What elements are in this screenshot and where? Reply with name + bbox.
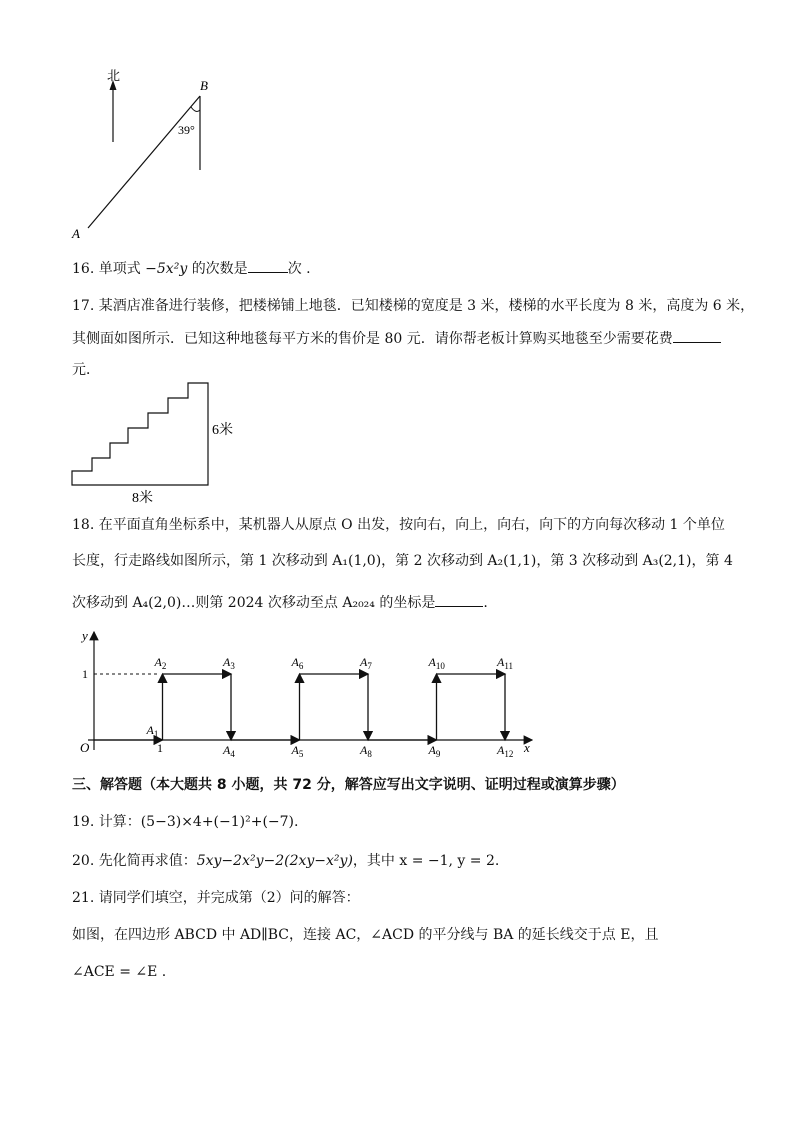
point-label-a9: $A_9$ <box>428 743 441 759</box>
point-label-a8: $A_8$ <box>360 743 372 759</box>
angle-label: 39° <box>178 123 195 137</box>
q20-text: 先化简再求值： <box>98 853 197 869</box>
q16-answer-blank[interactable] <box>248 258 288 273</box>
staircase-outline <box>72 383 208 485</box>
question-21-line-3 <box>72 962 166 982</box>
q18-number: 18. <box>72 517 95 533</box>
q18-line3-end: . <box>483 595 488 611</box>
q18-line2: 长度，行走路线如图所示，第 1 次移动到 A₁(1,0)，第 2 次移动到 A₂(1,1)，第 3 次移动到 A₃(2,1)，第 4 <box>72 553 733 569</box>
point-label-a3: $A_3$ <box>223 655 235 671</box>
label-b: B <box>200 78 208 93</box>
question-18-line-2 <box>72 551 733 571</box>
segment-ab <box>88 96 200 228</box>
question-17-line-3 <box>72 360 100 380</box>
question-19 <box>72 812 298 832</box>
q16-text-before: 单项式 <box>98 261 141 277</box>
question-17-line-1 <box>72 296 754 316</box>
question-21-line-1 <box>72 888 360 908</box>
q21-line2: 如图，在四边形 ABCD 中 AD∥BC，连接 AC，∠ACD 的平分线与 BA 的延长线交于点 E，且 <box>72 927 659 943</box>
q20-condition: ，其中 x = −1, y = 2 <box>352 853 495 869</box>
q19-end: . <box>294 814 299 830</box>
staircase-height-label: 6米 <box>212 423 233 438</box>
q20-number: 20. <box>72 853 95 869</box>
point-label-a10: $A_{10}$ <box>428 655 445 671</box>
q17-line1: 某酒店准备进行装修，把楼梯铺上地毯．已知楼梯的宽度是 3 米，楼梯的水平长度为 8 米，高度为 6 米， <box>98 298 755 314</box>
point-label-a2: $A_2$ <box>154 655 167 671</box>
q17-answer-blank[interactable] <box>673 328 721 343</box>
tick-x-1: 1 <box>157 741 163 755</box>
point-label-a4: $A_4$ <box>223 743 235 759</box>
q19-number: 19. <box>72 814 95 830</box>
q17-line3: 元． <box>72 362 100 378</box>
path-labels <box>146 655 514 759</box>
label-a: A <box>72 226 80 241</box>
q18-line3: 次移动到 A₄(2,0)…则第 2024 次移动至点 A₂₀₂₄ 的坐标是 <box>72 595 436 611</box>
point-label-a7: $A_7$ <box>360 655 372 671</box>
q16-expression: −5x²y <box>145 261 188 277</box>
tick-y-1: 1 <box>82 667 88 681</box>
section-3-heading: 三、解答题（本大题共 8 小题，共 72 分，解答应写出文字说明、证明过程或演算步骤） <box>72 777 625 793</box>
q21-line1: 请同学们填空，并完成第（2）问的解答： <box>98 890 360 906</box>
q19-expression: (5−3)×4+(−1)²+(−7) <box>140 814 295 830</box>
origin-label: O <box>80 740 90 755</box>
q16-text-after: 次 . <box>287 261 311 277</box>
q21-line3: ∠ACE = ∠E . <box>72 964 167 980</box>
q17-number: 17. <box>72 298 95 314</box>
point-label-a12: $A_{12}$ <box>497 743 514 759</box>
q20-end: . <box>494 853 500 869</box>
point-label-a1: $A_1$ <box>146 723 159 739</box>
point-label-a5: $A_5$ <box>291 743 304 759</box>
question-18-line-3 <box>72 592 488 613</box>
q18-line1: 在平面直角坐标系中，某机器人从原点 O 出发，按向右，向上，向右，向下的方向每次移动 1 个单位 <box>98 517 725 533</box>
question-20 <box>72 851 499 871</box>
q18-answer-blank[interactable] <box>435 592 483 607</box>
q16-number: 16. <box>72 261 95 277</box>
q19-text: 计算： <box>98 814 141 830</box>
x-axis-label: x <box>524 740 530 755</box>
question-17-line-2 <box>72 328 721 349</box>
question-21-line-2 <box>72 925 658 945</box>
point-label-a11: $A_{11}$ <box>497 655 514 671</box>
point-label-a6: $A_6$ <box>291 655 304 671</box>
y-axis-label: y <box>82 628 88 643</box>
q17-line2: 其侧面如图所示．已知这种地毯每平方米的售价是 80 元．请你帮老板计算购买地毯至少需要花费 <box>72 331 673 347</box>
q20-expression: 5xy−2x²y−2(2xy−x²y) <box>196 853 353 869</box>
question-18-line-1 <box>72 515 725 535</box>
staircase-width-label: 8米 <box>132 491 153 506</box>
angle-arc <box>191 107 200 111</box>
path-figure <box>70 624 540 760</box>
north-label: 北 <box>107 68 121 83</box>
bearing-figure <box>60 62 230 247</box>
q16-text-mid: 的次数是 <box>191 261 248 277</box>
staircase-figure <box>66 378 256 506</box>
q21-number: 21. <box>72 890 95 906</box>
question-16 <box>72 258 311 279</box>
